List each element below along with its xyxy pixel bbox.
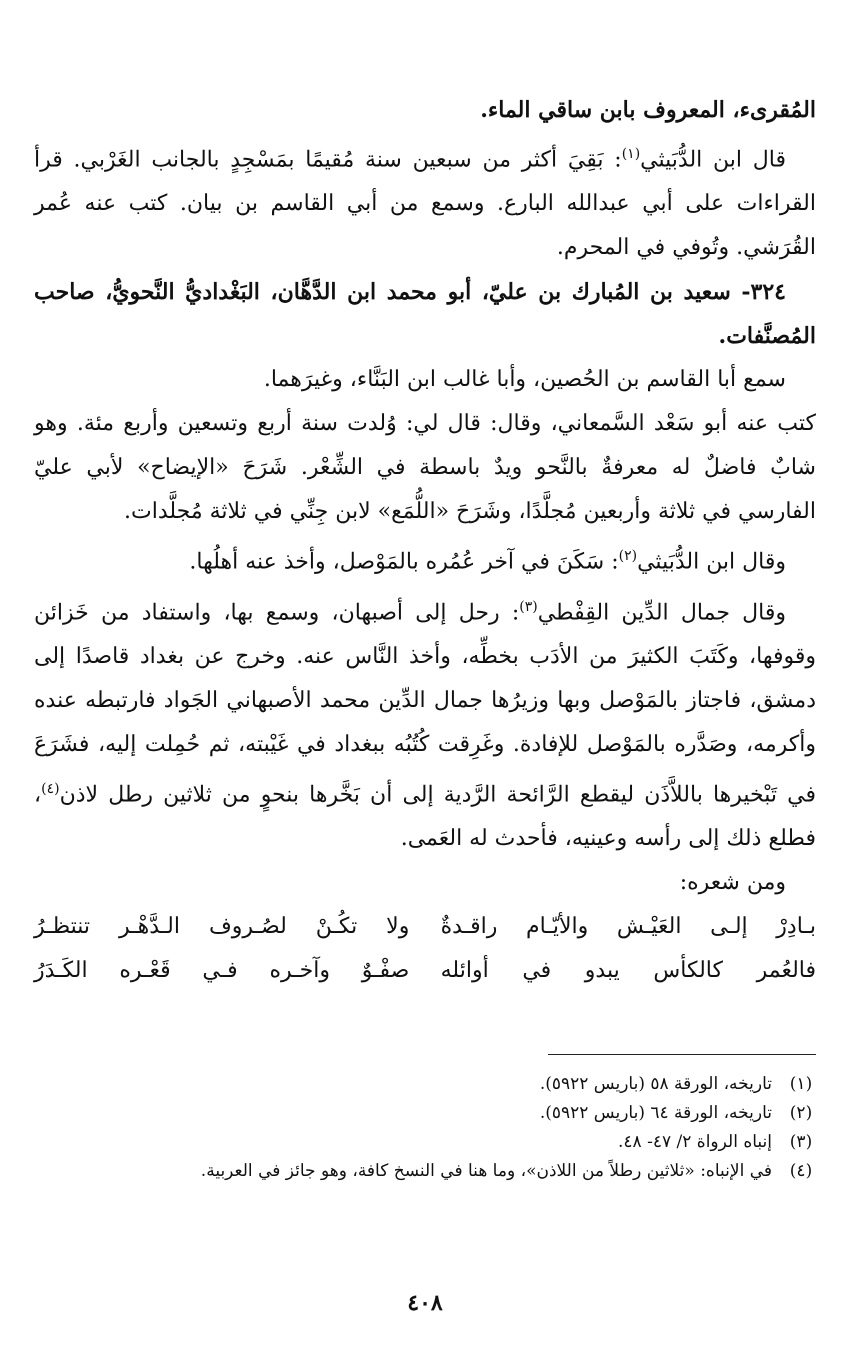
entry-323-tail: المُقرىء، المعروف بابن ساقي الماء. [480, 97, 816, 123]
paragraph-dubaythi-2 [34, 534, 816, 584]
footnote-number: (٤) [789, 1161, 813, 1181]
page-number: ٤٠٨ [407, 1290, 443, 1316]
footnote [34, 1128, 816, 1157]
verse-second-hemistich: ولا تكُـنْ لصُـروف الـدَّهْـر تنتظـرُ [34, 914, 410, 940]
verse-first-hemistich: بـادِرْ إلـى العَيْـش والأيّـام راقـدةٌ [440, 914, 816, 940]
verse-second-hemistich: صفْـوٌ وآخـره فـي قَعْـره الكَـدَرُ [34, 958, 410, 984]
footnote-text: تاريخه، الورقة ٥٨ (باريس ٥٩٢٢). [539, 1074, 772, 1094]
paragraph-samaa: سمع أبا القاسم بن الحُصين، وأبا غالب ابن البَنَّاء، وغيرَهما. [263, 367, 786, 393]
paragraph-text: : سَكَنَ في آخر عُمُره بالمَوْصل، وأخذ عنه أهلُها. [189, 549, 619, 575]
footnote-ref-1[interactable]: (١) [621, 146, 641, 162]
footnote-text: إنباه الرواة ٢/ ٤٧- ٤٨. [618, 1132, 772, 1152]
verse-line [34, 949, 816, 993]
footnote-text: في الإنباه: «ثلاثين رطلاً من اللاذن»، وما هنا في النسخ كافة، وهو جائز في العربية. [200, 1161, 772, 1181]
paragraph-qifti [34, 585, 816, 862]
paragraph-samani: كتب عنه أبو سَعْد السَّمعاني، وقال: قال لي: وُلدت سنة أربع وتسعين وأربع مئة. وهو شابٌ فاضلٌ له معرفةٌ بالنَّحو ويدٌ باسطة في الشِّعْر. شَرَحَ «الإيضاح» لأبي عليّ الفارسي في ثلاثة وأربعين مُجلَّدًا، وشَرَحَ «اللُّمَع» لابن جِنِّي في ثلاثة مُجلَّدات. [34, 411, 816, 525]
page-body [34, 88, 816, 1338]
footnote [34, 1157, 816, 1186]
paragraph-text: وقال جمال الدِّين القِفْطي [537, 599, 786, 625]
footnote-ref-3[interactable]: (٣) [519, 598, 538, 615]
poetry-intro: ومن شعره: [679, 870, 786, 896]
paragraph-text: ، فطلع ذلك إلى رأسه وعينيه، فأحدث له العَمى. [34, 782, 816, 852]
paragraph-text: قال ابن الدُّبَيثي [640, 147, 787, 173]
footnotes [34, 1070, 816, 1186]
footnote-divider [548, 1054, 816, 1055]
paragraph-text: وقال ابن الدُّبَيثي [637, 549, 786, 575]
entry-324-heading: ٣٢٤- سعيد بن المُبارك بن عليّ، أبو محمد ابن الدَّهَّان، البَغْداديُّ النَّحويُّ، صاحب المُصنَّفات. [34, 279, 816, 350]
footnote-number: (٣) [789, 1132, 813, 1152]
footnote [34, 1070, 816, 1099]
footnote-number: (٢) [789, 1103, 813, 1123]
verse-line [34, 905, 816, 949]
verse-first-hemistich: فالعُمر كالكأس يبدو في أوائله [440, 958, 816, 984]
paragraph-text: : رحل إلى أصبهان، وسمع بها، واستفاد من خَزائن وقوفها، وكَتَبَ الكثيرَ من الأدَب بخطِّه، وأخذ النَّاس عنه. وخرج عن بغداد قاصدًا إلى دمشق، فاجتاز بالمَوْصل وبها وزيرُها جمال الدِّين محمد الأصبهاني الجَواد فارتبطه عنده وأكرمه، وصَدَّره بالمَوْصل للإفادة. وغَرِقت كُتُبُه ببغداد في غَيْبته، ثم حُمِلت إليه، فشَرَعَ في تَبْخيرها باللاَّذَن ليقطع الرَّائحة الرَّدية إلى أن بَخَّرها بنحوٍ من ثلاثين رطل لاذن [34, 599, 816, 808]
footnote-number: (١) [789, 1074, 813, 1094]
paragraph-text: : بَقِيَ أكثر من سبعين سنة مُقيمًا بمَسْجِدٍ بالجانب الغَرْبي. قرأ القراءات على أبي عبدالله البارع. وسمع من أبي القاسم بن بيان. كتب عنه عُمر القُرَشي. وتُوفي في المحرم. [34, 147, 816, 261]
footnote-ref-4[interactable]: (٤) [41, 780, 60, 797]
paragraph-dubaythi-1 [34, 132, 816, 270]
footnote-ref-2[interactable]: (٢) [618, 548, 638, 565]
footnote-text: تاريخه، الورقة ٦٤ (باريس ٥٩٢٢). [539, 1103, 772, 1123]
footnote [34, 1099, 816, 1128]
